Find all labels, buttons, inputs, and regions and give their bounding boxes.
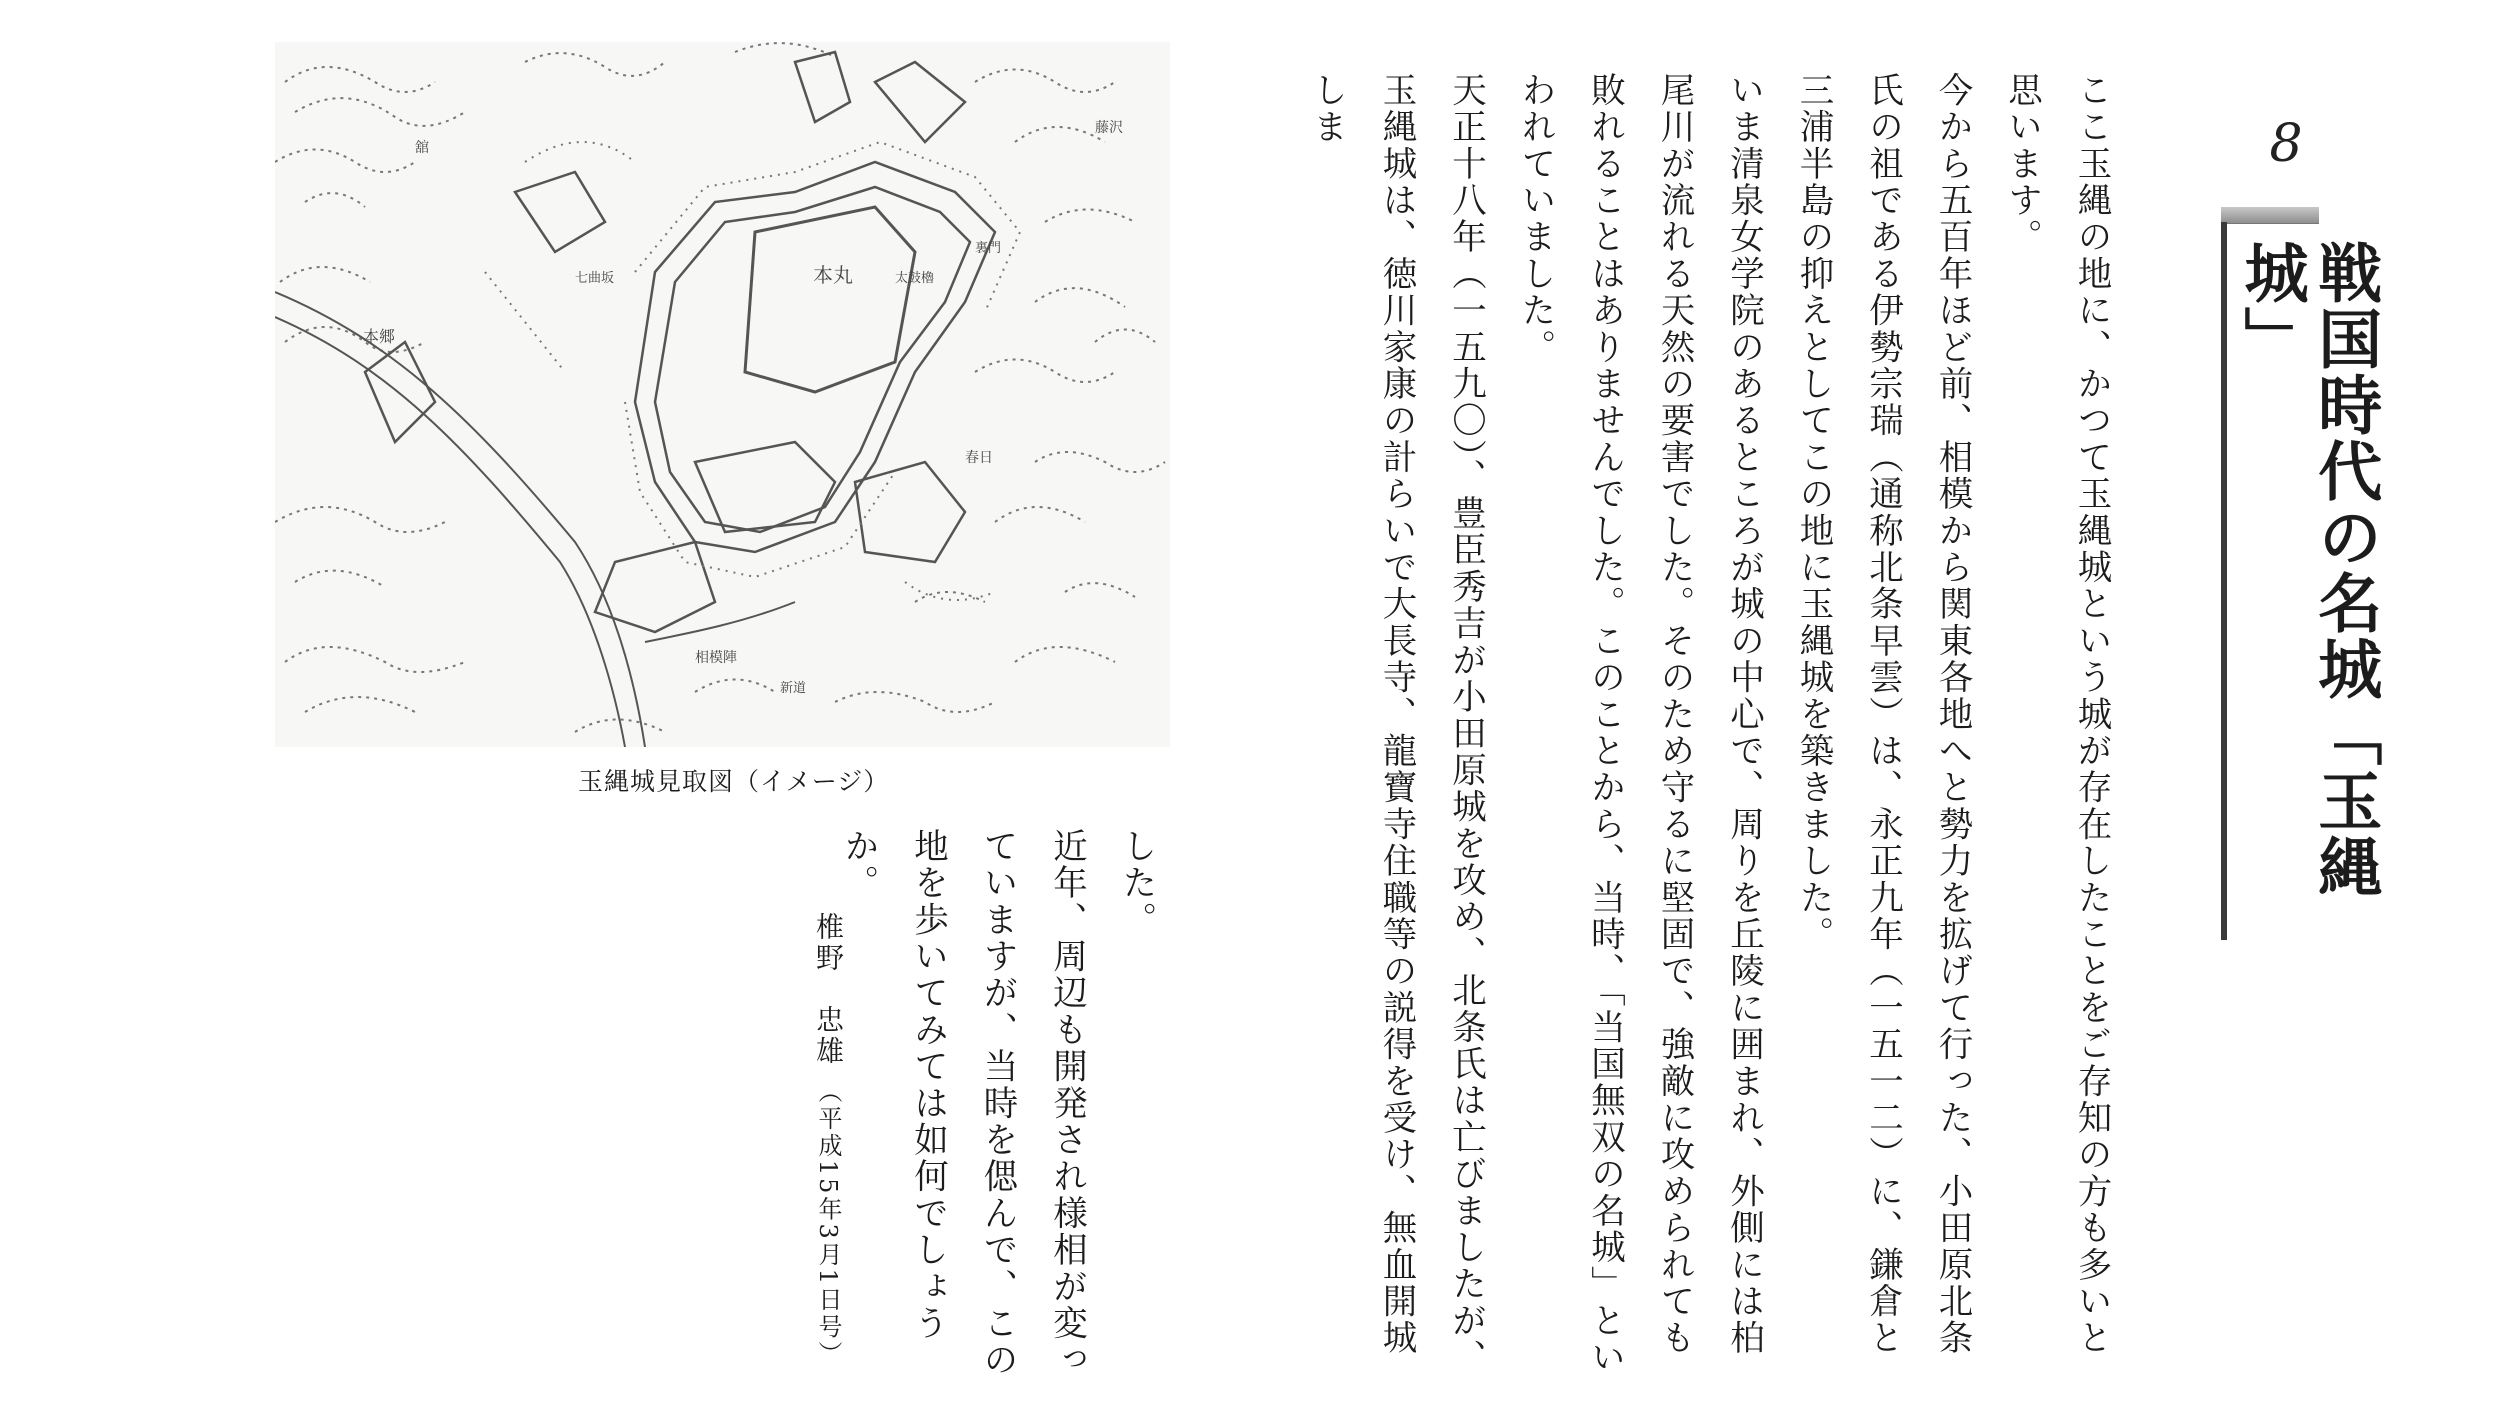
label-kasuga: 春日 [965, 450, 993, 466]
main-paragraph-4: 天正十八年（一五九〇）、豊臣秀吉が小田原城を攻め、北条氏は亡びましたが、玉縄城は、徳川家康の計らいで大長寺、龍寶寺住職等の説得を受け、無血開城しま [1306, 72, 1486, 1376]
label-hongo: 本郷 [363, 327, 396, 346]
main-paragraph-3: いま清泉女学院のあるところが城の中心で、周りを丘陵に囲まれ、外側には柏尾川が流れる天然の要害でした。そのため守るに堅固で、強敵に攻められても敗れることはありませんでした。このことから、当時、「当国無双の名城」といわれていました。 [1515, 72, 1764, 1376]
continuation-paragraph-1: した。 [1116, 828, 1156, 939]
label-fuji: 藤沢 [1095, 120, 1123, 136]
main-paragraph-2: 今から五百年ほど前、相模から関東各地へと勢力を拡げて行った、小田原北条氏の祖である伊勢宗瑞（通称北条早雲）は、永正九年（一五一二）に、鎌倉と三浦半島の抑えとしてこの地に玉縄城を築きました。 [1793, 72, 1972, 1357]
article-title: 戦国時代の名城「玉縄城」 [2233, 240, 2383, 900]
article-main-text [1306, 72, 2125, 1392]
label-ota: 太鼓櫓 [895, 271, 935, 286]
chapter-number: 8 [2269, 114, 2303, 174]
figure-caption: 玉縄城見取図（イメージ） [578, 767, 890, 796]
castle-map-figure [275, 42, 1170, 747]
main-paragraph-1: ここ玉縄の地に、かつて玉縄城という城が存在したことをご存知の方も多いと思います。 [2001, 72, 2111, 1357]
label-honmaru: 本丸 [813, 263, 853, 287]
author-signature [808, 912, 848, 1382]
label-nanatsu: 七曲坂 [575, 271, 615, 286]
title-rule [2221, 222, 2227, 940]
castle-map-svg [275, 42, 1170, 747]
publication-date: （平成15年3月1日号） [814, 1078, 842, 1368]
label-sogo-jin: 相模陣 [695, 650, 737, 666]
article-continuation-text [838, 828, 1170, 1393]
author-name: 椎野 忠雄 [812, 912, 845, 1067]
label-yakata: 舘 [415, 140, 429, 156]
label-ura: 裏門 [975, 241, 1002, 256]
label-shimo: 新道 [780, 681, 807, 696]
title-accent-bar [2221, 207, 2319, 224]
continuation-paragraph-2: 近年、周辺も開発され様相が変っていますが、当時を偲んで、この地を歩いてみては如何でしょうか。 [838, 828, 1087, 1379]
